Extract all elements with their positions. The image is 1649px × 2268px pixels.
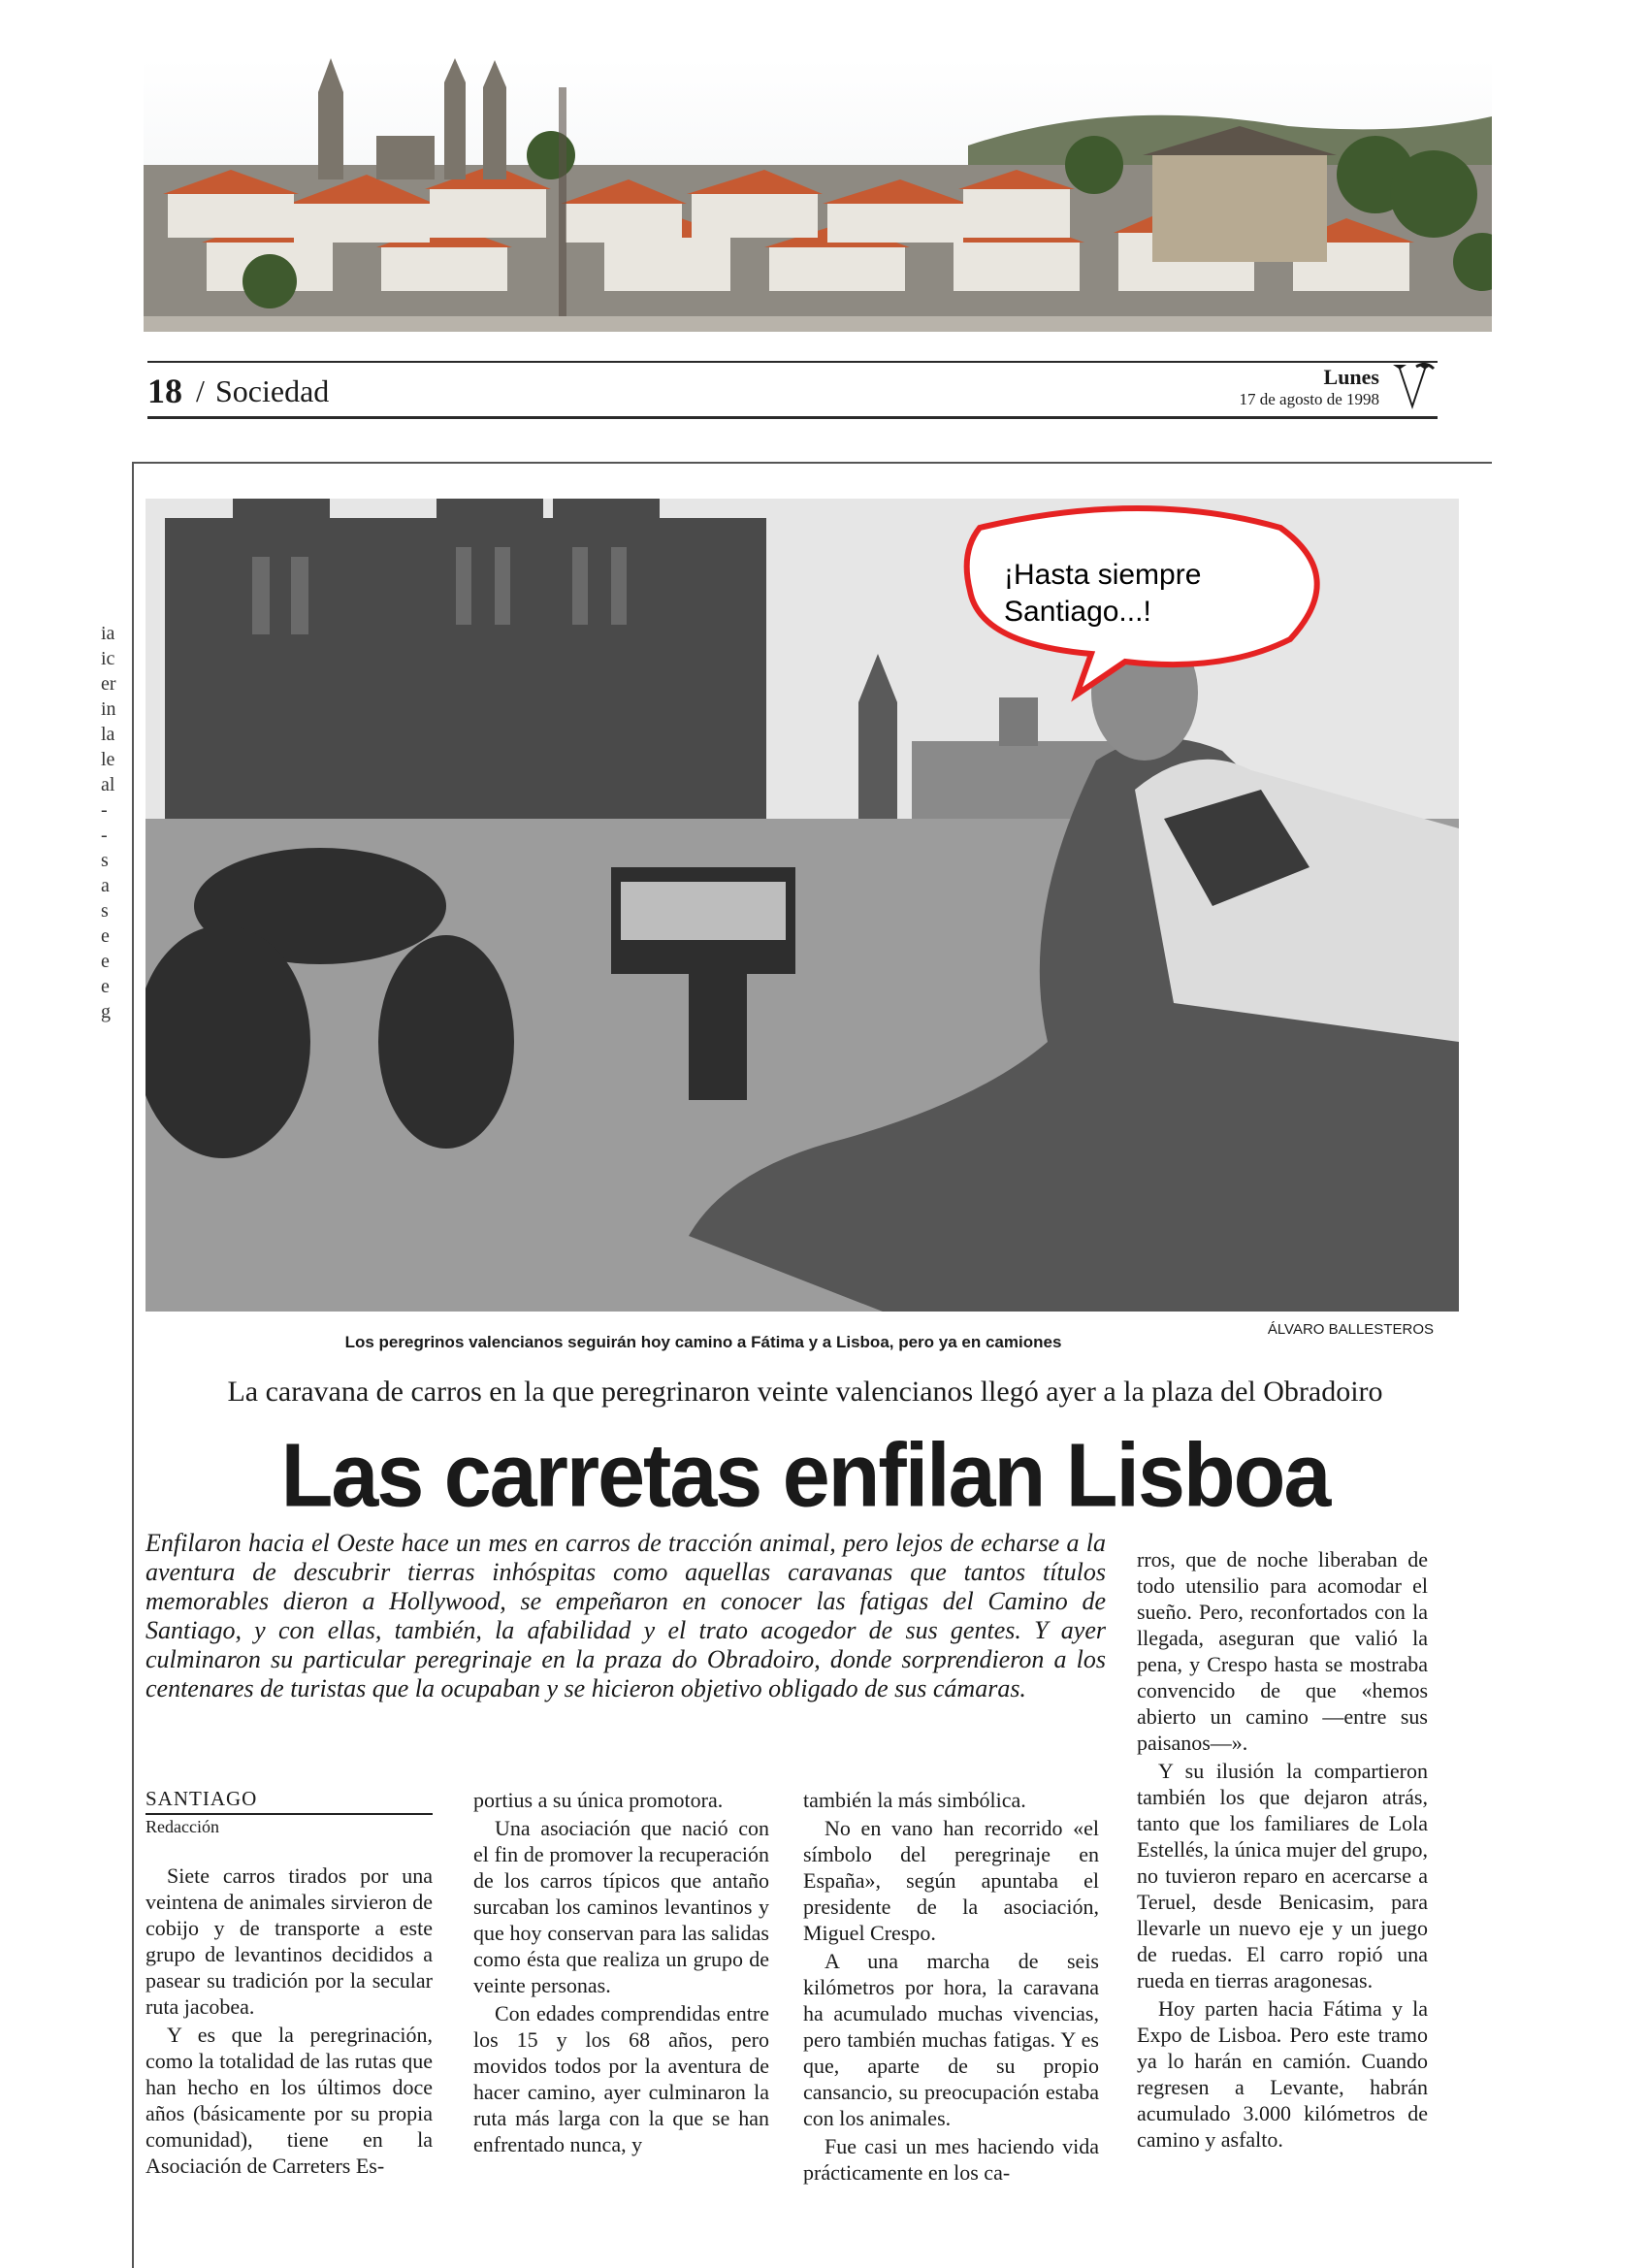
page-header	[147, 359, 1438, 419]
section-name: Sociedad	[215, 373, 330, 408]
santiago-skyline-banner	[144, 58, 1492, 332]
paragraph: Con edades comprendidas entre los 15 y los 68 años, pero movidos todos por la aventura de hacer camino, ayer culminaron la ruta más larga con la que se han enfrentado nunca, y	[473, 2001, 769, 2156]
article-subheadline: La caravana de carros en la que peregrinaron veinte valencianos llegó ayer a la plaza del Obradoiro	[227, 1376, 1383, 1408]
paragraph: A una marcha de seis kilómetros por hora, la caravana ha acumulado muchas vivencias, pero también muchas fatigas. Y es que, aparte de su propio cansancio, su preocupación estaba con los animales.	[803, 1949, 1099, 2130]
paragraph: rros, que de noche liberaban de todo utensilio para acomodar el sueño. Pero, reconfortados con la llegada, aseguran que valió la pena, y Crespo hasta se mostraba convencido de que «hemos abierto un camino —entre sus paisanos—».	[1137, 1547, 1428, 1755]
article-column-1	[146, 1863, 433, 2181]
photo-caption: Los peregrinos valencianos seguirán hoy camino a Fátima y a Lisboa, pero ya en camiones	[344, 1333, 1062, 1351]
left-margin-fragments	[101, 621, 122, 1024]
newspaper-masthead-logo-icon	[1387, 359, 1438, 413]
paragraph: No en vano han recorrido «el símbolo del peregrinaje en España», según apuntaba el presidente de la asociación, Miguel Crespo.	[803, 1816, 1099, 1945]
article-column-4	[1137, 1546, 1428, 2155]
margin-fragment: ia	[101, 623, 115, 644]
margin-fragment: e	[101, 925, 110, 947]
article-column-2	[473, 1787, 769, 2159]
margin-fragment: a	[101, 875, 110, 896]
page-number: 18	[147, 372, 182, 410]
issue-date: 17 de agosto de 1998	[1239, 390, 1379, 408]
article-lede: Enfilaron hacia el Oeste hace un mes en carros de tracción animal, pero lejos de echarse a la aventura de descubrir tierras inhóspitas como aquellas caravanas que tantos títulos memorables dieron a Hollywood, se empeñaron en conocer las fatigas del Camino de Santiago, y con ellas, también, la afabilidad y el trato acogedor de sus gentes. Y ayer culminaron su particular peregrinaje en la praza do Obradoiro, donde sorprendieron a los centenares de turistas que la ocupaban y se hicieron objetivo obligado de sus cámaras.	[146, 1529, 1106, 1702]
article-column-3	[803, 1787, 1099, 2187]
margin-fragment: ic	[101, 648, 115, 669]
margin-fragment: -	[101, 825, 108, 846]
byline-place: SANTIAGO	[146, 1787, 433, 1815]
paragraph: Y su ilusión la compartieron también los que dejaron atrás, tanto que los familiares de Lola Estellés, la única mujer del grupo, no tuvieron reparo en acercarse a Teruel, desde Benicasim, para llevarle un nuevo eje y un juego de ruedas. El carro ropió una rueda en tierras aragonesas.	[1137, 1759, 1428, 1993]
article-headline: Las carretas enfilan Lisboa	[280, 1424, 1330, 1526]
paragraph: Una asociación que nació con el fin de promover la recuperación de los carros típicos que antaño surcaban los caminos levantinos y que hoy conservan para las salidas como ésta que realiza un grupo de veinte personas.	[473, 1816, 769, 1997]
margin-fragment: in	[101, 698, 116, 720]
header-bottom-rule	[147, 416, 1438, 419]
paragraph: Hoy parten hacia Fátima y la Expo de Lisboa. Pero este tramo ya lo harán en camión. Cuando regresen a Levante, habrán acumulado 3.000 kilómetros de camino y asfalto.	[1137, 1996, 1428, 2152]
paragraph: también la más simbólica.	[803, 1788, 1026, 1812]
margin-fragment: er	[101, 673, 116, 695]
paragraph: Fue casi un mes haciendo vida prácticamente en los ca-	[803, 2134, 1099, 2185]
paragraph: Siete carros tirados por una veintena de animales sirvieron de cobijo y de transporte a este grupo de levantinos decididos a pasear su tradición por la secular ruta jacobea.	[146, 1863, 433, 2019]
byline	[146, 1787, 433, 1837]
margin-fragment: al	[101, 774, 115, 795]
issue-day: Lunes	[1323, 365, 1379, 389]
photo-credit: ÁLVARO BALLESTEROS	[1267, 1321, 1434, 1338]
margin-fragment: la	[101, 724, 115, 745]
paragraph: portius a su única promotora.	[473, 1788, 724, 1812]
section-separator: /	[196, 373, 205, 408]
margin-fragment: g	[101, 1001, 111, 1022]
header-top-rule	[147, 361, 1438, 363]
margin-fragment: e	[101, 951, 110, 972]
margin-fragment: e	[101, 976, 110, 997]
margin-fragment: le	[101, 749, 115, 770]
speech-bubble-text: ¡Hasta siempre Santiago...!	[1004, 559, 1202, 628]
margin-fragment: s	[101, 900, 109, 922]
byline-role: Redacción	[146, 1817, 219, 1836]
margin-fragment: s	[101, 850, 109, 871]
margin-fragment: -	[101, 799, 108, 821]
obradoiro-square-photo	[146, 499, 1459, 1312]
paragraph: Y es que la peregrinación, como la totalidad de las rutas que han hecho en los últimos doce años (básicamente por su propia comunidad), tiene en la Asociación de Carreters Es-	[146, 2023, 433, 2178]
